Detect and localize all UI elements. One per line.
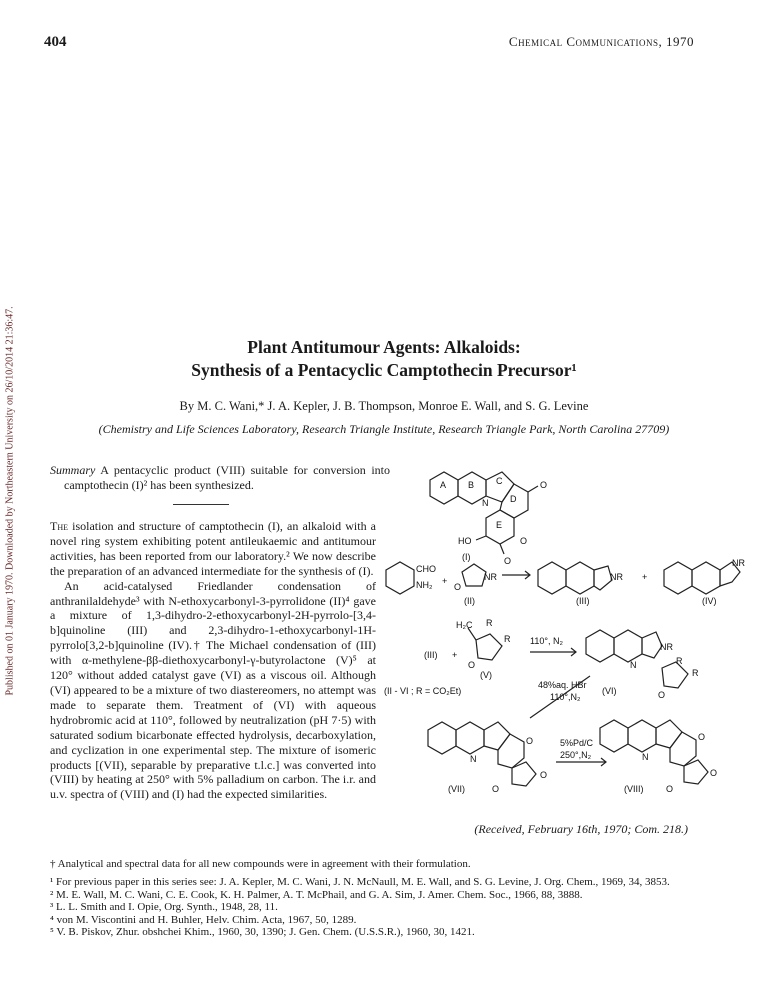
footnote-dagger: † Analytical and spectral data for all new compounds were in agreement with their formulation. bbox=[50, 858, 471, 870]
plus-sign: + bbox=[442, 576, 448, 586]
affiliation: (Chemistry and Life Sciences Laboratory, Research Triangle Institute, Research Triangle Park, North Carolina 27709) bbox=[98, 422, 670, 436]
condition-michael: 110°, N₂ bbox=[530, 636, 563, 646]
body-paragraph-2: An acid-catalysed Friedlander condensation of anthranilaldehyde³ with N-ethoxycarbonyl-3-pyrrolidone (II)⁴ gave a mixture of 1,3-dihydro-2-ethoxycarbonyl-2H-pyrrolo-[3,4-b]quinoline (III) and 2,3-dihydro-1-ethoxycarbonyl-1H-pyrrolo[3,2-b]quinoline (IV).† The Michael condensation of (III) with α-methylene-ββ-diethoxycarbonyl-γ-butyrolactone (V)⁵ at 120° without added catalyst gave (VI) as a viscous oil. Although (VI) appeared to be a mixture of two diastereomers, no attempt was made to separate them. Treatment of (VI) with aqueous hydrobromic acid at 110°, followed by neutralization (pH 7·5) with saturated sodium bicarbonate effected hydrolysis, decarboxylation, and cyclization in one experimental step. The mixture of isomeric products [(VII), separable by preparative t.l.c.] was converted into (VIII) by heating at 250° with 5% palladium on carbon. The i.r. and u.v. spectra of (VIII) and (I) had the expected similarities. bbox=[50, 578, 376, 802]
ring-c-label: C bbox=[496, 476, 503, 486]
label-III: (III) bbox=[576, 596, 590, 606]
nitrogen-label-VI: N bbox=[630, 660, 637, 670]
structure-anthranilaldehyde bbox=[386, 562, 414, 594]
label-IV: (IV) bbox=[702, 596, 717, 606]
reference-3: ³ L. L. Smith and I. Opie, Org. Synth., 1948, 28, 11. bbox=[50, 901, 278, 914]
reactant-III-label: (III) bbox=[424, 650, 438, 660]
oxygen-label-VII-1: O bbox=[526, 736, 534, 746]
label-V: (V) bbox=[480, 670, 492, 680]
reference-5: ⁵ V. B. Piskov, Zhur. obshchei Khim., 1960, 30, 1390; J. Gen. Chem. (U.S.S.R.), 1960, 30, 1421. bbox=[50, 926, 475, 939]
article-title-line-2: Synthesis of a Pentacyclic Camptothecin Precursor¹ bbox=[191, 360, 577, 380]
substituent-note: (II - VI ; R = CO₂Et) bbox=[384, 686, 462, 696]
structure-II bbox=[462, 564, 486, 586]
label-VI: (VI) bbox=[602, 686, 617, 696]
nr-label-III: NR bbox=[610, 572, 623, 582]
reference-4: ⁴ von M. Viscontini and H. Buhler, Helv. Chim. Acta, 1967, 50, 1289. bbox=[50, 913, 357, 926]
oxygen-label-VIII-2: O bbox=[666, 784, 674, 794]
nr-label-IV: NR bbox=[732, 558, 745, 568]
summary-label: Summary bbox=[50, 463, 96, 477]
oxygen-label-VII-3: O bbox=[540, 770, 548, 780]
r-label-V-2: R bbox=[504, 634, 511, 644]
label-VIII: (VIII) bbox=[624, 784, 644, 794]
condition-hbr: 48%aq. HBr bbox=[538, 680, 587, 690]
nr-label: NR bbox=[484, 572, 497, 582]
body-paragraph-1-text: isolation and structure of camptothecin (I), an alkaloid with a novel ring system exhibiting potent antileukaemic and antitumour activities, has been reported from our laboratory.² We now describe the preparation of an advanced intermediate for the synthesis of (I). bbox=[50, 519, 376, 578]
r-label-V-1: R bbox=[486, 618, 493, 628]
nitrogen-label-VIII: N bbox=[642, 752, 649, 762]
nh2-label: NH₂ bbox=[416, 580, 433, 590]
ring-d-label: D bbox=[510, 494, 517, 504]
page-number: 404 bbox=[44, 34, 67, 50]
download-watermark: Published on 01 January 1970. Downloaded by Northeastern University on 26/10/2014 21:36:47. bbox=[4, 306, 16, 696]
condition-pd: 5%Pd/C bbox=[560, 738, 594, 748]
references bbox=[50, 876, 710, 939]
structure-III bbox=[538, 562, 612, 594]
r-label-VI-1: R bbox=[676, 656, 683, 666]
nr-label-VI: NR bbox=[660, 642, 673, 652]
body-paragraph-1 bbox=[50, 519, 376, 579]
oxygen-label-VII-2: O bbox=[492, 784, 500, 794]
ketone-oxygen-label: O bbox=[454, 582, 462, 592]
ring-e-label: E bbox=[496, 520, 503, 530]
condition-hbr-temp: 110°,N₂ bbox=[550, 692, 581, 702]
plus-sign-3: + bbox=[452, 650, 458, 660]
nitrogen-label-VII: N bbox=[470, 754, 477, 764]
label-VII: (VII) bbox=[448, 784, 465, 794]
reaction-scheme bbox=[380, 462, 760, 822]
summary bbox=[50, 463, 390, 493]
received-date: (Received, February 16th, 1970; Com. 218.) bbox=[474, 822, 688, 836]
cho-label: CHO bbox=[416, 564, 436, 574]
ring-b-label: B bbox=[468, 480, 475, 490]
lactone-oxygen-label: O bbox=[520, 536, 528, 546]
article-title-line-1: Plant Antitumour Agents: Alkaloids: bbox=[247, 337, 521, 357]
ring-a-label: A bbox=[440, 480, 447, 490]
structure-VIII bbox=[600, 720, 708, 784]
summary-divider bbox=[173, 504, 229, 505]
structure-V bbox=[468, 628, 502, 660]
oxygen-label-V: O bbox=[468, 660, 476, 670]
nitrogen-label: N bbox=[482, 498, 489, 508]
structure-VI bbox=[586, 630, 688, 688]
oxygen-label-VI: O bbox=[658, 690, 666, 700]
journal-header: Chemical Communications, 1970 bbox=[508, 34, 694, 49]
label-II: (II) bbox=[464, 596, 475, 606]
authors: By M. C. Wani,* J. A. Kepler, J. B. Thompson, Monroe E. Wall, and S. G. Levine bbox=[179, 399, 589, 413]
h2c-label: H₂C bbox=[456, 620, 473, 630]
oxygen-label: O bbox=[540, 480, 548, 490]
article-body bbox=[50, 519, 376, 802]
body-lead-word: The bbox=[50, 519, 68, 533]
structure-IV bbox=[664, 562, 740, 594]
reference-2: ² M. E. Wall, M. C. Wani, C. E. Cook, K. H. Palmer, A. T. McPhail, and G. A. Sim, J. Amer. Chem. Soc., 1966, 88, 3888. bbox=[50, 888, 583, 901]
oxygen-label-VIII-3: O bbox=[710, 768, 718, 778]
oxygen-label-VIII-1: O bbox=[698, 732, 706, 742]
structure-VII bbox=[428, 722, 536, 786]
hydroxyl-label: HO bbox=[458, 536, 472, 546]
condition-pd-temp: 250°,N₂ bbox=[560, 750, 592, 760]
plus-sign-2: + bbox=[642, 572, 648, 582]
summary-text: A pentacyclic product (VIII) suitable for conversion into camptothecin (I)² has been synthesized. bbox=[64, 463, 390, 492]
label-I: (I) bbox=[462, 552, 471, 562]
reference-1: ¹ For previous paper in this series see: J. A. Kepler, M. C. Wani, J. N. McNaull, M. E. Wall, and S. G. Levine, J. Org. Chem., 1969, 34, 3853. bbox=[50, 876, 670, 888]
carbonyl-oxygen-label: O bbox=[504, 556, 512, 566]
r-label-VI-2: R bbox=[692, 668, 699, 678]
